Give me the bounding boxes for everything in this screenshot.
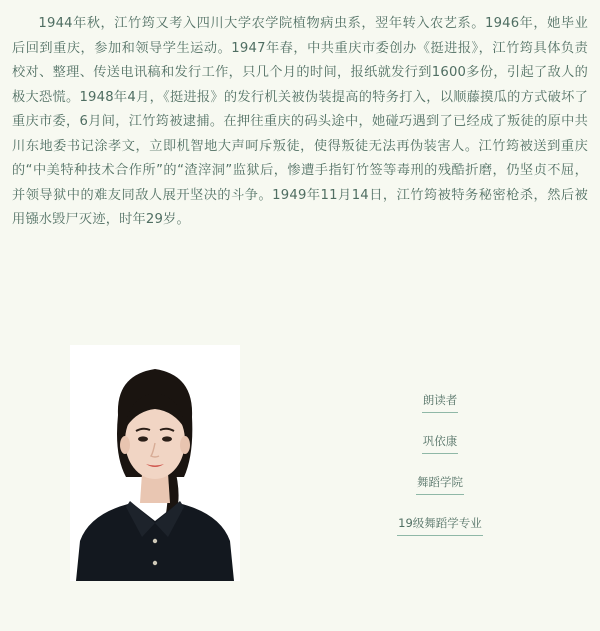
reader-college-label: 舞蹈学院 [416, 474, 464, 495]
reader-role-label: 朗读者 [422, 392, 459, 413]
reader-major-label: 19级舞蹈学专业 [397, 515, 483, 536]
article-paragraph: 1944年秋，江竹筠又考入四川大学农学院植物病虫系，翌年转入农艺系。1946年，她毕业后回到重庆，参加和领导学生运动。1947年春，中共重庆市委创办《挺进报》，江竹筠具体负责校对、整理、传送电讯稿和发行工作，只几个月的时间，报纸就发行到1600多份，引起了敌人的极大恐慌。1948年4月，《挺进报》的发行机关被伪装提高的特务打入，以顺藤摸瓜的方式破坏了重庆市委，6月间，江竹筠被逮捕。在押往重庆的码头途中，她碰巧遇到了已经成了叛徒的原中共川东地委书记涂孝文，立即机智地大声呵斥叛徒，使得叛徒无法再伪装害人。江竹筠被送到重庆的“中美特种技术合作所”的“渣滓洞”监狱后，惨遭手指钉竹签等毒刑的残酷折磨，仍坚贞不屈，并领导狱中的难友同敌人展开坚决的斗争。1949年11月14日，江竹筠被特务秘密枪杀，然后被用镪水毁尸灭迹，时年29岁。 [12, 16, 588, 227]
reader-college [385, 474, 495, 495]
article-body [12, 12, 588, 233]
reader-major [385, 515, 495, 536]
reader-info [385, 392, 495, 556]
reader-portrait [70, 345, 240, 581]
reader-name [385, 433, 495, 454]
reader-name-label: 巩依康 [422, 433, 459, 454]
reader-role [385, 392, 495, 413]
